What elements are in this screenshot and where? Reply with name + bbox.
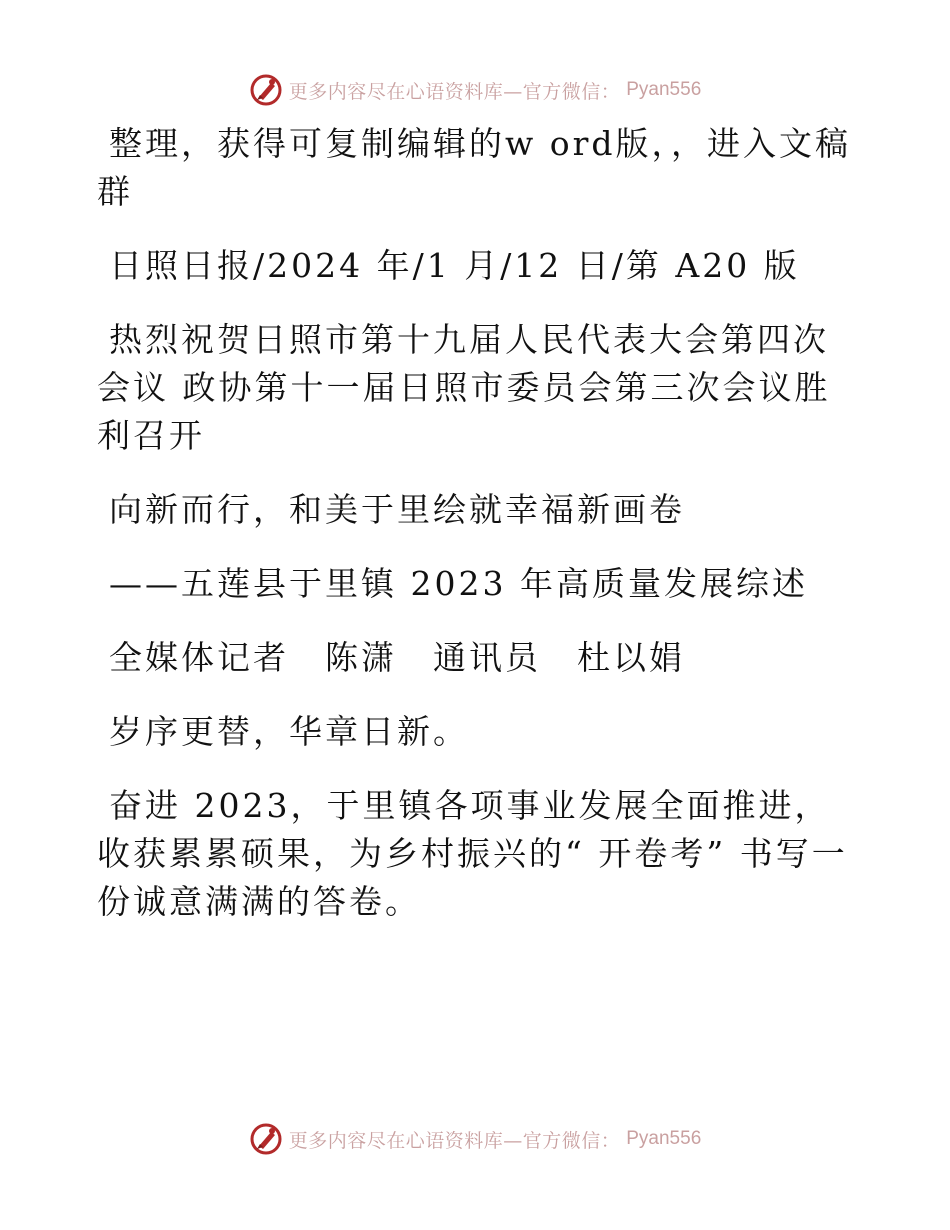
footer-watermark: [0, 1119, 950, 1159]
paragraph: ——五莲县于里镇 2023 年高质量发展综述: [109, 564, 808, 603]
paragraph: 全媒体记者 陈潇 通讯员 杜以娟: [109, 638, 685, 677]
pen-logo-icon: [249, 73, 283, 107]
watermark-wechat-id: Pyan556: [626, 1128, 702, 1149]
paragraph: 岁序更替，华章日新。: [109, 712, 469, 751]
header-watermark: [0, 70, 950, 110]
pen-logo-icon: [249, 1122, 283, 1156]
watermark-text: 更多内容尽在心语资料库—官方微信：: [288, 80, 621, 103]
paragraph: 奋进 2023，于里镇各项事业发展全面推进，收获累累硕果，为乡村振兴的“ 开卷考” 书写一份诚意满满的答卷。: [97, 786, 848, 921]
paragraph: 整理，获得可复制编辑的w ord版，，进入文稿群: [97, 124, 852, 211]
paragraph: 热烈祝贺日照市第十九届人民代表大会第四次会议 政协第十一届日照市委员会第三次会议胜利召开: [97, 320, 831, 455]
watermark-wechat-id: Pyan556: [626, 79, 702, 100]
watermark-text: 更多内容尽在心语资料库—官方微信：: [288, 1129, 621, 1152]
document-body: [97, 120, 857, 952]
paragraph: 向新而行，和美于里绘就幸福新画卷: [109, 490, 685, 529]
paragraph: 日照日报/2024 年/1 月/12 日/第 A20 版: [109, 246, 800, 285]
